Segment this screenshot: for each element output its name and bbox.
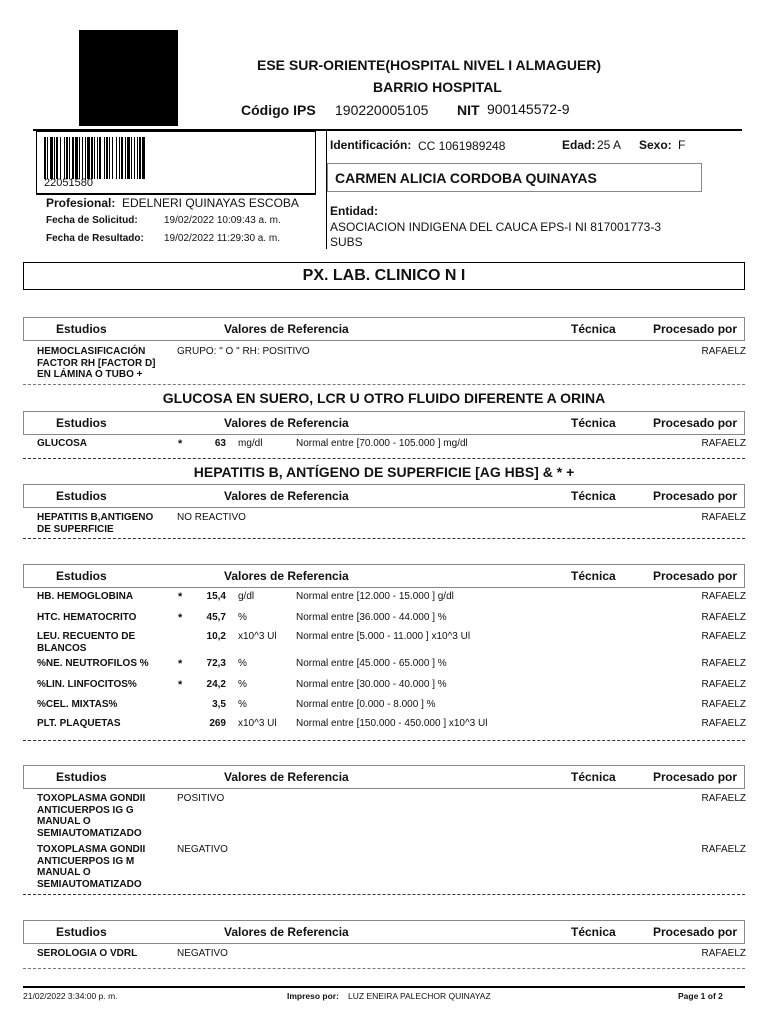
age-value: 25 A: [597, 138, 622, 152]
table-row-processed: RAFAELZ: [701, 793, 746, 804]
institution-logo: [79, 30, 178, 126]
col-technique: Técnica: [571, 416, 616, 430]
col-processed: Procesado por: [653, 770, 738, 784]
reference-range: Normal entre [45.000 - 65.000 ] %: [296, 658, 447, 669]
table-row-study: HTC. HEMATOCRITO: [37, 612, 137, 623]
request-date-value: 19/02/2022 10:09:43 a. m.: [164, 215, 281, 226]
footer-printed-by-label: Impreso por:: [287, 991, 339, 1001]
id-value: CC 1061989248: [418, 139, 506, 153]
col-studies: Estudios: [56, 569, 107, 583]
result-value: 63: [214, 438, 226, 449]
result-value: 45,7: [206, 612, 226, 623]
abnormal-flag: *: [178, 658, 183, 670]
reference-range: Normal entre [5.000 - 11.000 ] x10^3 Ul: [296, 631, 471, 642]
col-technique: Técnica: [571, 569, 616, 583]
table-row-study: GLUCOSA: [37, 438, 87, 449]
table-row-processed: RAFAELZ: [701, 346, 746, 357]
result-value: 10,2: [206, 631, 226, 642]
col-studies: Estudios: [56, 770, 107, 784]
table-row-processed: RAFAELZ: [701, 512, 746, 523]
table-row-study: %NE. NEUTROFILOS %: [37, 658, 149, 669]
abnormal-flag: *: [178, 438, 183, 450]
col-studies: Estudios: [56, 322, 107, 336]
col-reference: Valores de Referencia: [224, 416, 349, 430]
reference-range: Normal entre [36.000 - 44.000 ] %: [296, 612, 447, 623]
professional-label: Profesional:: [46, 196, 116, 210]
table-row-processed: RAFAELZ: [701, 718, 746, 729]
table-row-processed: RAFAELZ: [701, 844, 746, 855]
reference-range: Normal entre [70.000 - 105.000 ] mg/dl: [296, 438, 468, 449]
barcode-box: [36, 131, 316, 194]
entity-value-line2: SUBS: [330, 235, 363, 249]
table-header: [23, 317, 745, 341]
table-row-study: HB. HEMOGLOBINA: [37, 591, 134, 602]
footer-printed-by-value: LUZ ENEIRA PALECHOR QUINAYAZ: [348, 991, 491, 1001]
reference-range: Normal entre [12.000 - 15.000 ] g/dl: [296, 591, 454, 602]
col-studies: Estudios: [56, 925, 107, 939]
table-row-processed: RAFAELZ: [701, 438, 746, 449]
result-date-value: 19/02/2022 11:29:30 a. m.: [164, 233, 281, 244]
col-processed: Procesado por: [653, 925, 738, 939]
col-processed: Procesado por: [653, 569, 738, 583]
nit-label: NIT: [457, 102, 480, 118]
age-label: Edad:: [562, 138, 596, 152]
table-row-study: SEROLOGIA O VDRL: [37, 948, 138, 959]
footer-rule: [23, 986, 745, 988]
table-row-result: NEGATIVO: [177, 844, 228, 855]
table-header: [23, 564, 745, 588]
result-value: 15,4: [206, 591, 226, 602]
entity-value-line1: ASOCIACION INDIGENA DEL CAUCA EPS-I NI 817001773-3: [330, 220, 662, 234]
result-unit: x10^3 Ul: [238, 631, 277, 642]
barcode: [44, 137, 196, 179]
table-header: [23, 484, 745, 508]
footer-printed-at: 21/02/2022 3:34:00 p. m.: [23, 991, 118, 1001]
col-reference: Valores de Referencia: [224, 322, 349, 336]
table-header: [23, 920, 745, 944]
nit-value: 900145572-9: [487, 101, 570, 117]
col-technique: Técnica: [571, 489, 616, 503]
result-date-label: Fecha de Resultado:: [46, 233, 144, 244]
col-technique: Técnica: [571, 925, 616, 939]
table-row-study: TOXOPLASMA GONDII ANTICUERPOS IG M MANUAL O SEMIAUTOMATIZADO: [37, 844, 146, 890]
section-divider: [23, 740, 745, 741]
table-row-result: POSITIVO: [177, 793, 225, 804]
barcode-rule: [36, 194, 316, 195]
table-row-processed: RAFAELZ: [701, 658, 746, 669]
entity-label: Entidad:: [330, 204, 378, 218]
col-technique: Técnica: [571, 770, 616, 784]
table-row-result: NO REACTIVO: [177, 512, 246, 523]
table-row-study: TOXOPLASMA GONDII ANTICUERPOS IG G MANUAL O SEMIAUTOMATIZADO: [37, 793, 146, 839]
result-unit: mg/dl: [238, 438, 263, 449]
col-processed: Procesado por: [653, 322, 738, 336]
section-divider: [23, 538, 745, 539]
reference-range: Normal entre [30.000 - 40.000 ] %: [296, 679, 447, 690]
table-row-result: GRUPO: " O " RH: POSITIVO: [177, 346, 310, 357]
col-reference: Valores de Referencia: [224, 569, 349, 583]
col-technique: Técnica: [571, 322, 616, 336]
result-value: 3,5: [212, 699, 226, 710]
col-studies: Estudios: [56, 489, 107, 503]
col-reference: Valores de Referencia: [224, 489, 349, 503]
section-divider: [23, 458, 745, 459]
col-reference: Valores de Referencia: [224, 770, 349, 784]
table-row-processed: RAFAELZ: [701, 699, 746, 710]
section-title-hepatitis: HEPATITIS B, ANTÍGENO DE SUPERFICIE [AG HBS] & * +: [193, 464, 575, 480]
result-unit: %: [238, 612, 247, 623]
reference-range: Normal entre [0.000 - 8.000 ] %: [296, 699, 436, 710]
table-row-study: %CEL. MIXTAS%: [37, 699, 118, 710]
report-title-box: [23, 262, 745, 290]
table-row-processed: RAFAELZ: [701, 631, 746, 642]
col-processed: Procesado por: [653, 416, 738, 430]
result-unit: %: [238, 679, 247, 690]
abnormal-flag: *: [178, 612, 183, 624]
sex-value: F: [678, 138, 686, 152]
request-date-label: Fecha de Solicitud:: [46, 215, 138, 226]
table-row-processed: RAFAELZ: [701, 591, 746, 602]
abnormal-flag: *: [178, 591, 183, 603]
col-studies: Estudios: [56, 416, 107, 430]
footer-page-number: Page 1 of 2: [678, 991, 723, 1001]
result-unit: g/dl: [238, 591, 255, 602]
patient-name-box: [327, 163, 702, 192]
ips-label: Código IPS: [241, 102, 316, 118]
table-header: [23, 765, 745, 789]
table-row-study: HEMOCLASIFICACIÓN FACTOR RH [FACTOR D] EN LÁMINA O TUBO +: [37, 346, 156, 380]
table-row-study: HEPATITIS B,ANTIGENO DE SUPERFICIE: [37, 512, 154, 535]
table-row-processed: RAFAELZ: [701, 679, 746, 690]
patient-name: CARMEN ALICIA CORDOBA QUINAYAS: [335, 170, 597, 186]
col-reference: Valores de Referencia: [224, 925, 349, 939]
result-unit: %: [238, 699, 247, 710]
section-title-glucosa: GLUCOSA EN SUERO, LCR U OTRO FLUIDO DIFERENTE A ORINA: [162, 390, 606, 406]
reference-range: Normal entre [150.000 - 450.000 ] x10^3 Ul: [296, 718, 488, 729]
table-row-study: %LIN. LINFOCITOS%: [37, 679, 137, 690]
id-label: Identificación:: [330, 138, 412, 152]
col-processed: Procesado por: [653, 489, 738, 503]
abnormal-flag: *: [178, 679, 183, 691]
table-row-processed: RAFAELZ: [701, 948, 746, 959]
table-row-study: LEU. RECUENTO DE BLANCOS: [37, 631, 136, 654]
section-divider: [23, 894, 745, 895]
row-divider: [23, 968, 745, 969]
result-unit: %: [238, 658, 247, 669]
result-value: 24,2: [206, 679, 226, 690]
table-row-study: PLT. PLAQUETAS: [37, 718, 121, 729]
report-title: PX. LAB. CLINICO N I: [302, 267, 466, 284]
ips-value: 190220005105: [335, 102, 429, 118]
table-row-result: NEGATIVO: [177, 948, 228, 959]
sex-label: Sexo:: [639, 138, 672, 152]
table-header: [23, 411, 745, 435]
table-row-processed: RAFAELZ: [701, 612, 746, 623]
institution-name: ESE SUR-ORIENTE(HOSPITAL NIVEL I ALMAGUER): [257, 57, 602, 73]
institution-location: BARRIO HOSPITAL: [373, 79, 502, 95]
result-value: 72,3: [206, 658, 226, 669]
result-value: 269: [209, 718, 226, 729]
barcode-number: 22051580: [44, 177, 93, 189]
result-unit: x10^3 Ul: [238, 718, 277, 729]
professional-value: EDELNERI QUINAYAS ESCOBA: [122, 196, 299, 210]
row-divider: [23, 384, 745, 385]
